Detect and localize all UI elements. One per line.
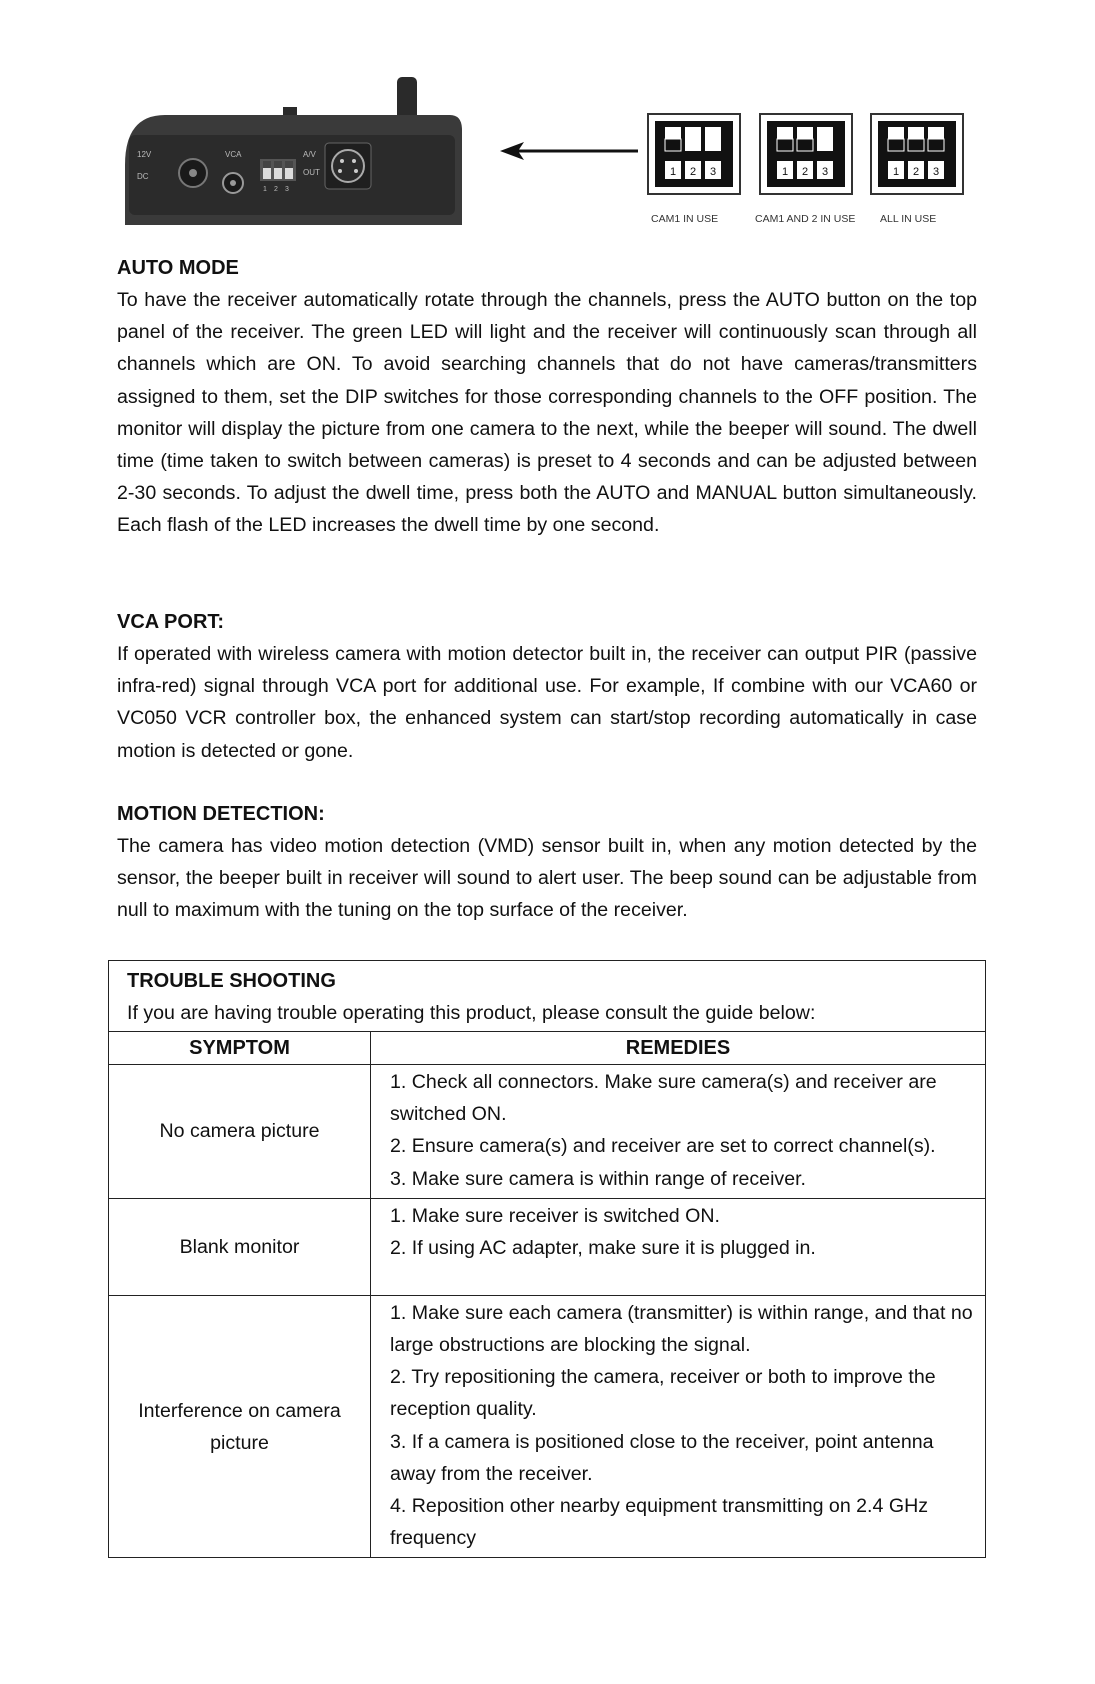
- table-row: [109, 1065, 986, 1199]
- vca-port-heading: VCA PORT:: [117, 611, 225, 633]
- troubleshooting-intro-row: [109, 961, 986, 1032]
- remedies-cell: [371, 1295, 986, 1558]
- motion-detection-body: The camera has video motion detection (VMD) sensor built in, when any motion detected by the sensor, the beeper built in receiver will sound to alert user. The beep sound can be adjustable from null to maximum with the tuning on the top surface of the receiver.: [117, 835, 977, 922]
- remedies-cell: [371, 1065, 986, 1199]
- auto-mode-heading: AUTO MODE: [117, 257, 239, 279]
- troubleshooting-intro: If you are having trouble operating this product, please consult the guide below:: [127, 1002, 816, 1024]
- remedy-item: 3. Make sure camera is within range of receiver.: [390, 1167, 807, 1190]
- svg-text:2: 2: [689, 166, 697, 178]
- remedy-item: 1. Make sure receiver is switched ON.: [390, 1204, 720, 1227]
- svg-text:2: 2: [801, 166, 809, 178]
- table-row: [109, 1198, 986, 1295]
- svg-text:1: 1: [781, 166, 789, 178]
- svg-text:3: 3: [709, 166, 717, 178]
- remedies-cell: [371, 1198, 986, 1295]
- vca-port-body: If operated with wireless camera with motion detector built in, the receiver can output PIR (passive infra-red) signal through VCA port for additional use. For example, If combine with our VCA60 or VC050 VCR controller box, the enhanced system can start/stop recording automatically in case motion is detected or gone.: [117, 643, 977, 762]
- motion-detection-heading: MOTION DETECTION:: [117, 803, 325, 825]
- remedy-item: 2. Try repositioning the camera, receiver or both to improve the reception quality.: [390, 1366, 936, 1421]
- table-row: [109, 1295, 986, 1558]
- dip-diagram-all: [870, 113, 968, 225]
- auto-mode-body: To have the receiver automatically rotate through the channels, press the AUTO button on the top panel of the receiver. The green LED will light and the receiver will continuously scan through all channels which are ON. To avoid searching channels that do not have cameras/transmitters assigned to them, set the DIP switches for those corresponding channels to the OFF position. The monitor will display the picture from one camera to the next, while the beeper will sound. The dwell time (time taken to switch between cameras) is preset to 4 seconds and can be adjusted between 2-30 seconds. To adjust the dwell time, press both the AUTO and MANUAL button simultaneously. Each flash of the LED increases the dwell time by one second.: [117, 289, 977, 537]
- remedy-item: 1. Check all connectors. Make sure camera(s) and receiver are switched ON.: [390, 1071, 937, 1126]
- receiver-figure: [125, 75, 975, 235]
- remedy-item: 2. If using AC adapter, make sure it is plugged in.: [390, 1237, 816, 1260]
- remedies-column-header: REMEDIES: [371, 1032, 986, 1065]
- dip-diagram-cam1-2: [755, 113, 857, 225]
- motion-detection-section: [117, 798, 977, 927]
- auto-mode-section: [117, 252, 977, 542]
- remedy-item: 2. Ensure camera(s) and receiver are set to correct channel(s).: [390, 1135, 936, 1158]
- svg-text:3: 3: [821, 166, 829, 178]
- svg-text:1: 1: [669, 166, 677, 178]
- symptom-cell: No camera picture: [109, 1065, 371, 1199]
- symptom-cell: Blank monitor: [109, 1198, 371, 1295]
- svg-text:1: 1: [892, 166, 900, 178]
- dip-diagram-cam1: [647, 113, 745, 225]
- dip-caption-cam1-2: CAM1 AND 2 IN USE: [755, 213, 856, 225]
- remedy-item: 3. If a camera is positioned close to the receiver, point antenna away from the receiver.: [390, 1430, 934, 1485]
- label-12v: 12V: [137, 150, 152, 159]
- av-out-port-graphic: [332, 150, 364, 182]
- dip-caption-all: ALL IN USE: [880, 213, 937, 225]
- svg-text:3: 3: [932, 166, 940, 178]
- receiver-dip-number-2: 2: [274, 186, 278, 193]
- arrow-graphic: [500, 139, 640, 163]
- vca-port-section: [117, 606, 977, 767]
- dip-caption-cam1: CAM1 IN USE: [651, 213, 719, 225]
- dip-switch-graphic: [655, 121, 733, 187]
- remedy-item: 4. Reposition other nearby equipment transmitting on 2.4 GHz frequency: [390, 1495, 929, 1550]
- label-out: OUT: [303, 168, 320, 177]
- label-vca: VCA: [225, 150, 242, 159]
- receiver-dip-number-1: 1: [263, 186, 267, 193]
- symptom-column-header: SYMPTOM: [109, 1032, 371, 1065]
- svg-text:2: 2: [912, 166, 920, 178]
- troubleshooting-table: [108, 960, 986, 1558]
- symptom-cell: Interference on camera picture: [109, 1295, 371, 1558]
- receiver-dip-number-3: 3: [285, 186, 289, 193]
- label-av: A/V: [303, 150, 316, 159]
- label-dc: DC: [137, 172, 149, 181]
- remedy-item: 1. Make sure each camera (transmitter) is within range, and that no large obstructions are blocking the signal.: [390, 1301, 973, 1357]
- table-header-row: [109, 1032, 986, 1065]
- troubleshooting-title: TROUBLE SHOOTING: [127, 970, 336, 992]
- dip-switch-graphic: [767, 121, 845, 187]
- dip-switch-graphic: [878, 121, 956, 187]
- receiver-illustration: [125, 75, 465, 225]
